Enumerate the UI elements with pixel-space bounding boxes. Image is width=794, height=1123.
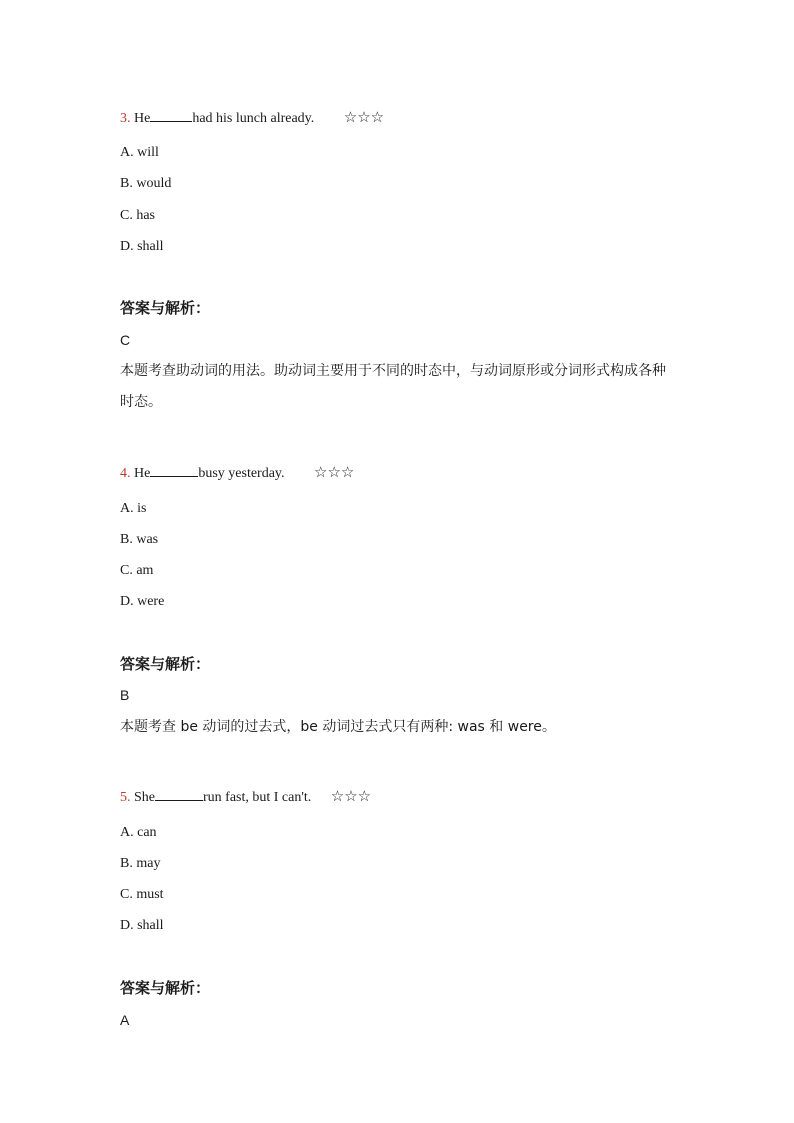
explanation-line: 本题考查助动词的用法。助动词主要用于不同的时态中，与动词原形或分词形式构成各种 bbox=[120, 363, 666, 379]
stem-before: He bbox=[134, 111, 151, 126]
option-a: A. will bbox=[120, 145, 159, 160]
option-d: D. shall bbox=[120, 239, 164, 254]
difficulty-stars-icon: ☆☆☆ bbox=[314, 463, 355, 481]
question-5-stem bbox=[120, 787, 371, 807]
answer-blank bbox=[155, 788, 203, 801]
answer-blank bbox=[150, 464, 198, 477]
stem-after: had his lunch already. bbox=[192, 111, 315, 126]
answer-key: C bbox=[120, 332, 131, 348]
stem-before: She bbox=[134, 790, 155, 805]
option-a: A. is bbox=[120, 501, 147, 516]
answer-blank bbox=[150, 109, 192, 122]
question-number: 3. bbox=[120, 111, 131, 126]
question-3-stem bbox=[120, 108, 384, 128]
difficulty-stars-icon: ☆☆☆ bbox=[343, 108, 385, 126]
option-b: B. would bbox=[120, 176, 172, 191]
option-d: D. shall bbox=[120, 918, 164, 933]
option-c: C. must bbox=[120, 887, 164, 902]
difficulty-stars-icon: ☆☆☆ bbox=[330, 787, 372, 805]
answer-heading: 答案与解析： bbox=[120, 655, 211, 673]
answer-heading: 答案与解析： bbox=[120, 299, 211, 317]
answer-key: A bbox=[120, 1012, 130, 1028]
answer-key: B bbox=[120, 687, 130, 703]
option-c: C. am bbox=[120, 563, 154, 578]
explanation-line: 时态。 bbox=[120, 394, 162, 410]
question-4-stem bbox=[120, 463, 354, 483]
answer-heading: 答案与解析： bbox=[120, 979, 211, 997]
question-number: 5. bbox=[120, 790, 131, 805]
explanation-line: 本题考查 be 动词的过去式，be 动词过去式只有两种: was 和 were。 bbox=[120, 719, 556, 735]
stem-before: He bbox=[134, 466, 151, 481]
option-d: D. were bbox=[120, 594, 165, 609]
option-c: C. has bbox=[120, 208, 155, 223]
option-b: B. was bbox=[120, 532, 159, 547]
option-b: B. may bbox=[120, 856, 161, 871]
option-a: A. can bbox=[120, 825, 157, 840]
question-number: 4. bbox=[120, 466, 131, 481]
stem-after: run fast, but I can't. bbox=[203, 790, 312, 805]
stem-after: busy yesterday. bbox=[198, 466, 285, 481]
